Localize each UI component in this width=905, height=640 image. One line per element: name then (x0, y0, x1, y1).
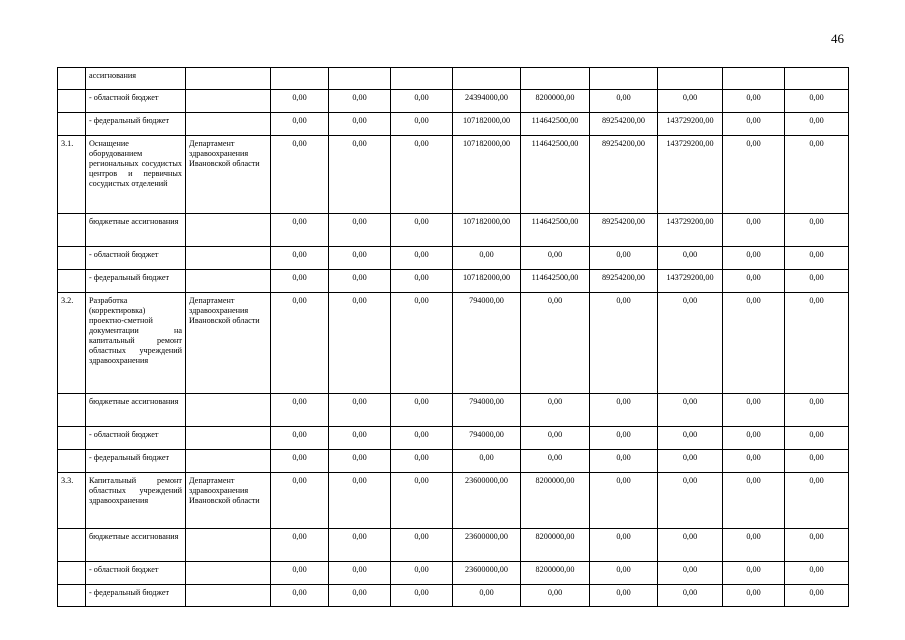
amount-cell: 0,00 (658, 247, 723, 270)
amount-cell: 0,00 (590, 562, 658, 585)
amount-cell (658, 68, 723, 90)
item-number-cell: 3.1. (58, 136, 86, 214)
executor-cell (186, 90, 271, 113)
amount-cell: 0,00 (391, 293, 453, 394)
table-row (58, 562, 849, 585)
amount-cell: 0,00 (521, 585, 590, 607)
amount-cell: 0,00 (329, 247, 391, 270)
amount-cell: 0,00 (521, 450, 590, 473)
page-number: 46 (831, 31, 844, 46)
amount-cell: 0,00 (329, 450, 391, 473)
amount-cell: 23600000,00 (453, 529, 521, 562)
amount-cell: 0,00 (723, 270, 785, 293)
amount-cell: 0,00 (658, 473, 723, 529)
item-number-cell (58, 450, 86, 473)
amount-cell: 0,00 (271, 562, 329, 585)
executor-cell (186, 247, 271, 270)
executor-cell (186, 394, 271, 427)
table-row (58, 585, 849, 607)
item-name-cell: Оснащение оборудованием региональных сосудистых центров и первичных сосудистых отделений (86, 136, 186, 214)
amount-cell: 0,00 (658, 394, 723, 427)
amount-cell: 0,00 (723, 473, 785, 529)
amount-cell (329, 68, 391, 90)
table-row (58, 427, 849, 450)
executor-cell (186, 214, 271, 247)
amount-cell: 0,00 (658, 562, 723, 585)
amount-cell: 0,00 (391, 450, 453, 473)
executor-cell (186, 427, 271, 450)
item-name-cell: Разработка (корректировка) проектно-сметной документации на капитальный ремонт областных учреждений здравоохранения (86, 293, 186, 394)
amount-cell: 0,00 (521, 247, 590, 270)
amount-cell: 794000,00 (453, 394, 521, 427)
amount-cell: 0,00 (391, 113, 453, 136)
table-row (58, 394, 849, 427)
item-number-cell: 3.2. (58, 293, 86, 394)
amount-cell: 0,00 (723, 394, 785, 427)
executor-cell (186, 113, 271, 136)
amount-cell: 0,00 (271, 394, 329, 427)
item-name-cell: - федеральный бюджет (86, 450, 186, 473)
item-number-cell (58, 529, 86, 562)
amount-cell: 0,00 (723, 427, 785, 450)
amount-cell: 0,00 (723, 585, 785, 607)
amount-cell: 0,00 (723, 529, 785, 562)
amount-cell: 0,00 (785, 394, 849, 427)
amount-cell: 0,00 (391, 585, 453, 607)
amount-cell: 0,00 (785, 473, 849, 529)
table-row (58, 473, 849, 529)
amount-cell: 0,00 (658, 450, 723, 473)
executor-cell (186, 529, 271, 562)
executor-cell: Департамент здравоохранения Ивановской области (186, 136, 271, 214)
amount-cell: 8200000,00 (521, 90, 590, 113)
amount-cell: 0,00 (521, 427, 590, 450)
amount-cell: 0,00 (271, 473, 329, 529)
executor-cell (186, 562, 271, 585)
amount-cell: 24394000,00 (453, 90, 521, 113)
amount-cell (391, 68, 453, 90)
amount-cell: 0,00 (329, 585, 391, 607)
amount-cell: 0,00 (271, 90, 329, 113)
amount-cell: 0,00 (391, 427, 453, 450)
amount-cell: 0,00 (723, 90, 785, 113)
amount-cell: 0,00 (391, 473, 453, 529)
amount-cell: 0,00 (271, 113, 329, 136)
amount-cell: 0,00 (658, 427, 723, 450)
amount-cell: 0,00 (590, 585, 658, 607)
amount-cell: 114642500,00 (521, 113, 590, 136)
amount-cell: 0,00 (391, 529, 453, 562)
item-number-cell (58, 394, 86, 427)
amount-cell: 89254200,00 (590, 270, 658, 293)
amount-cell: 0,00 (521, 394, 590, 427)
amount-cell: 0,00 (723, 136, 785, 214)
amount-cell: 0,00 (271, 427, 329, 450)
amount-cell: 114642500,00 (521, 270, 590, 293)
item-name-cell: - областной бюджет (86, 562, 186, 585)
table-row (58, 90, 849, 113)
amount-cell: 89254200,00 (590, 113, 658, 136)
table-row (58, 113, 849, 136)
amount-cell: 0,00 (453, 247, 521, 270)
amount-cell: 0,00 (785, 214, 849, 247)
table-row (58, 529, 849, 562)
table-row (58, 68, 849, 90)
item-name-cell: - областной бюджет (86, 427, 186, 450)
item-name-cell: ассигнования (86, 68, 186, 90)
table-row (58, 293, 849, 394)
amount-cell: 0,00 (521, 293, 590, 394)
executor-cell (186, 450, 271, 473)
amount-cell: 0,00 (271, 214, 329, 247)
item-number-cell (58, 68, 86, 90)
amount-cell: 0,00 (785, 113, 849, 136)
item-number-cell (58, 247, 86, 270)
amount-cell: 0,00 (271, 270, 329, 293)
item-number-cell: 3.3. (58, 473, 86, 529)
amount-cell (521, 68, 590, 90)
item-name-cell: бюджетные ассигнования (86, 394, 186, 427)
amount-cell: 8200000,00 (521, 473, 590, 529)
amount-cell: 0,00 (590, 90, 658, 113)
table-row (58, 214, 849, 247)
amount-cell: 0,00 (453, 450, 521, 473)
amount-cell: 0,00 (590, 247, 658, 270)
amount-cell (590, 68, 658, 90)
item-name-cell: бюджетные ассигнования (86, 214, 186, 247)
amount-cell: 0,00 (723, 247, 785, 270)
amount-cell: 0,00 (329, 270, 391, 293)
amount-cell: 0,00 (329, 427, 391, 450)
amount-cell: 0,00 (723, 450, 785, 473)
item-name-cell: бюджетные ассигнования (86, 529, 186, 562)
amount-cell: 0,00 (590, 529, 658, 562)
amount-cell: 8200000,00 (521, 562, 590, 585)
amount-cell: 0,00 (329, 214, 391, 247)
amount-cell: 0,00 (658, 529, 723, 562)
item-number-cell (58, 90, 86, 113)
amount-cell: 143729200,00 (658, 113, 723, 136)
amount-cell (271, 68, 329, 90)
amount-cell: 0,00 (271, 585, 329, 607)
amount-cell: 107182000,00 (453, 136, 521, 214)
amount-cell: 0,00 (723, 293, 785, 394)
amount-cell: 794000,00 (453, 293, 521, 394)
amount-cell: 0,00 (590, 450, 658, 473)
item-number-cell (58, 214, 86, 247)
amount-cell: 0,00 (453, 585, 521, 607)
amount-cell: 0,00 (590, 394, 658, 427)
amount-cell: 0,00 (329, 394, 391, 427)
table-row (58, 450, 849, 473)
amount-cell: 0,00 (785, 427, 849, 450)
amount-cell: 89254200,00 (590, 136, 658, 214)
item-name-cell: - федеральный бюджет (86, 585, 186, 607)
executor-cell: Департамент здравоохранения Ивановской области (186, 473, 271, 529)
amount-cell (785, 68, 849, 90)
amount-cell: 0,00 (391, 90, 453, 113)
amount-cell: 0,00 (391, 247, 453, 270)
amount-cell: 0,00 (329, 529, 391, 562)
executor-cell (186, 68, 271, 90)
amount-cell: 0,00 (785, 450, 849, 473)
amount-cell: 0,00 (329, 293, 391, 394)
amount-cell: 0,00 (658, 585, 723, 607)
amount-cell: 0,00 (391, 562, 453, 585)
amount-cell: 143729200,00 (658, 214, 723, 247)
item-name-cell: - федеральный бюджет (86, 113, 186, 136)
amount-cell: 23600000,00 (453, 473, 521, 529)
amount-cell: 0,00 (590, 293, 658, 394)
amount-cell: 0,00 (329, 136, 391, 214)
amount-cell: 0,00 (329, 562, 391, 585)
item-number-cell (58, 585, 86, 607)
amount-cell: 0,00 (271, 293, 329, 394)
amount-cell: 0,00 (785, 293, 849, 394)
amount-cell: 0,00 (658, 90, 723, 113)
amount-cell: 0,00 (723, 214, 785, 247)
amount-cell: 0,00 (785, 585, 849, 607)
amount-cell: 0,00 (329, 473, 391, 529)
amount-cell: 0,00 (785, 562, 849, 585)
amount-cell: 0,00 (271, 136, 329, 214)
amount-cell: 0,00 (590, 473, 658, 529)
amount-cell: 0,00 (785, 90, 849, 113)
amount-cell: 0,00 (391, 214, 453, 247)
amount-cell: 0,00 (723, 113, 785, 136)
amount-cell: 23600000,00 (453, 562, 521, 585)
amount-cell: 0,00 (329, 90, 391, 113)
item-number-cell (58, 562, 86, 585)
item-number-cell (58, 270, 86, 293)
amount-cell: 0,00 (391, 136, 453, 214)
amount-cell (723, 68, 785, 90)
amount-cell: 107182000,00 (453, 214, 521, 247)
amount-cell: 143729200,00 (658, 270, 723, 293)
budget-table (57, 67, 849, 607)
amount-cell (453, 68, 521, 90)
amount-cell: 0,00 (785, 270, 849, 293)
item-number-cell (58, 113, 86, 136)
item-name-cell: - федеральный бюджет (86, 270, 186, 293)
amount-cell: 107182000,00 (453, 113, 521, 136)
amount-cell: 89254200,00 (590, 214, 658, 247)
amount-cell: 0,00 (391, 270, 453, 293)
amount-cell: 794000,00 (453, 427, 521, 450)
amount-cell: 143729200,00 (658, 136, 723, 214)
amount-cell: 0,00 (658, 293, 723, 394)
amount-cell: 0,00 (785, 136, 849, 214)
amount-cell: 0,00 (723, 562, 785, 585)
item-name-cell: - областной бюджет (86, 247, 186, 270)
executor-cell (186, 585, 271, 607)
amount-cell: 114642500,00 (521, 214, 590, 247)
amount-cell: 0,00 (590, 427, 658, 450)
item-number-cell (58, 427, 86, 450)
item-name-cell: Капитальный ремонт областных учреждений здравоохранения (86, 473, 186, 529)
amount-cell: 0,00 (271, 450, 329, 473)
table-row (58, 247, 849, 270)
executor-cell: Департамент здравоохранения Ивановской области (186, 293, 271, 394)
amount-cell: 0,00 (785, 529, 849, 562)
table-row (58, 136, 849, 214)
amount-cell: 0,00 (329, 113, 391, 136)
amount-cell: 0,00 (785, 247, 849, 270)
amount-cell: 8200000,00 (521, 529, 590, 562)
amount-cell: 0,00 (271, 529, 329, 562)
table-row (58, 270, 849, 293)
item-name-cell: - областной бюджет (86, 90, 186, 113)
amount-cell: 107182000,00 (453, 270, 521, 293)
executor-cell (186, 270, 271, 293)
amount-cell: 0,00 (271, 247, 329, 270)
amount-cell: 0,00 (391, 394, 453, 427)
amount-cell: 114642500,00 (521, 136, 590, 214)
